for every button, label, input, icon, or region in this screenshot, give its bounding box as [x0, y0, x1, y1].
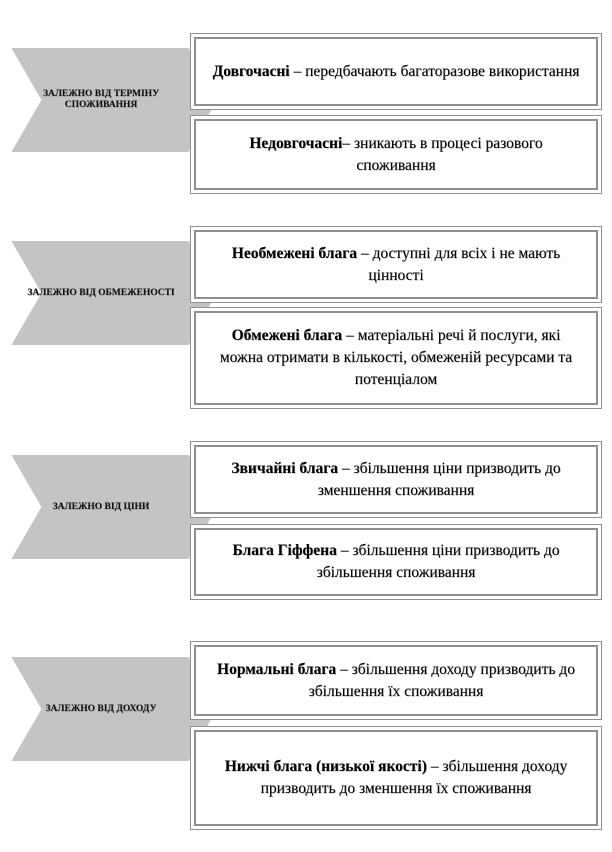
- definition-box: [190, 307, 602, 409]
- definition-term: Необмежені блага: [231, 244, 357, 262]
- definition-box: [190, 115, 602, 194]
- chevron-label: ЗАЛЕЖНО ВІД ТЕРМІНУ СПОЖИВАННЯ: [42, 89, 160, 110]
- definition-body: – матеріальні речі й послуги, які можна отримати в кількості, обмеженій ресурсами та потенціалом: [219, 327, 573, 388]
- definition-body: – збільшення доходу призводить до збільшення їх споживання: [308, 660, 575, 700]
- definition-box: [190, 641, 602, 720]
- definition-text: [194, 445, 598, 514]
- definition-text: [194, 528, 598, 596]
- definition-box: [190, 524, 602, 600]
- definition-text: [194, 730, 598, 826]
- definition-term: Обмежені блага: [231, 327, 343, 344]
- chevron-label: ЗАЛЕЖНО ВІД ОБМЕЖЕНОСТІ: [27, 287, 175, 298]
- definition-term: Нормальні блага: [217, 660, 337, 678]
- definition-term: Недовгочасні: [249, 134, 343, 152]
- definition-text: [194, 230, 598, 299]
- definition-box: [190, 226, 602, 303]
- definition-box: [190, 33, 602, 110]
- definition-body: – зникають в процесі разового споживання: [342, 134, 543, 174]
- definition-body: – збільшення ціни призводить до зменшення споживання: [317, 459, 561, 499]
- definition-term: Нижчі блага (низької якості): [224, 758, 427, 775]
- definition-text: [194, 37, 598, 106]
- definition-body: – збільшення ціни призводить до збільшення споживання: [316, 542, 560, 581]
- definition-box: [190, 726, 602, 830]
- chevron-shape-term: [12, 48, 216, 152]
- definition-text: [194, 119, 598, 190]
- chevron-shape-limitation: [12, 241, 216, 345]
- definition-term: Звичайні блага: [231, 459, 338, 477]
- definition-box: [190, 441, 602, 518]
- definition-text: [194, 645, 598, 716]
- chevron-label: ЗАЛЕЖНО ВІД ДОХОДУ: [45, 703, 157, 714]
- chevron-label: ЗАЛЕЖНО ВІД ЦІНИ: [52, 501, 150, 512]
- definition-term: Довгочасні: [212, 62, 290, 80]
- definition-body: – доступні для всіх і не мають цінності: [357, 244, 561, 284]
- definition-body: – передбачають багаторазове використання: [289, 62, 580, 80]
- definition-term: Блага Гіффена: [232, 542, 337, 559]
- definition-body: – збільшення доходу призводить до зменшення їх споживання: [260, 758, 568, 797]
- definition-text: [194, 311, 598, 405]
- chevron-shape-income: [12, 657, 216, 761]
- chevron-shape-price: [12, 455, 216, 559]
